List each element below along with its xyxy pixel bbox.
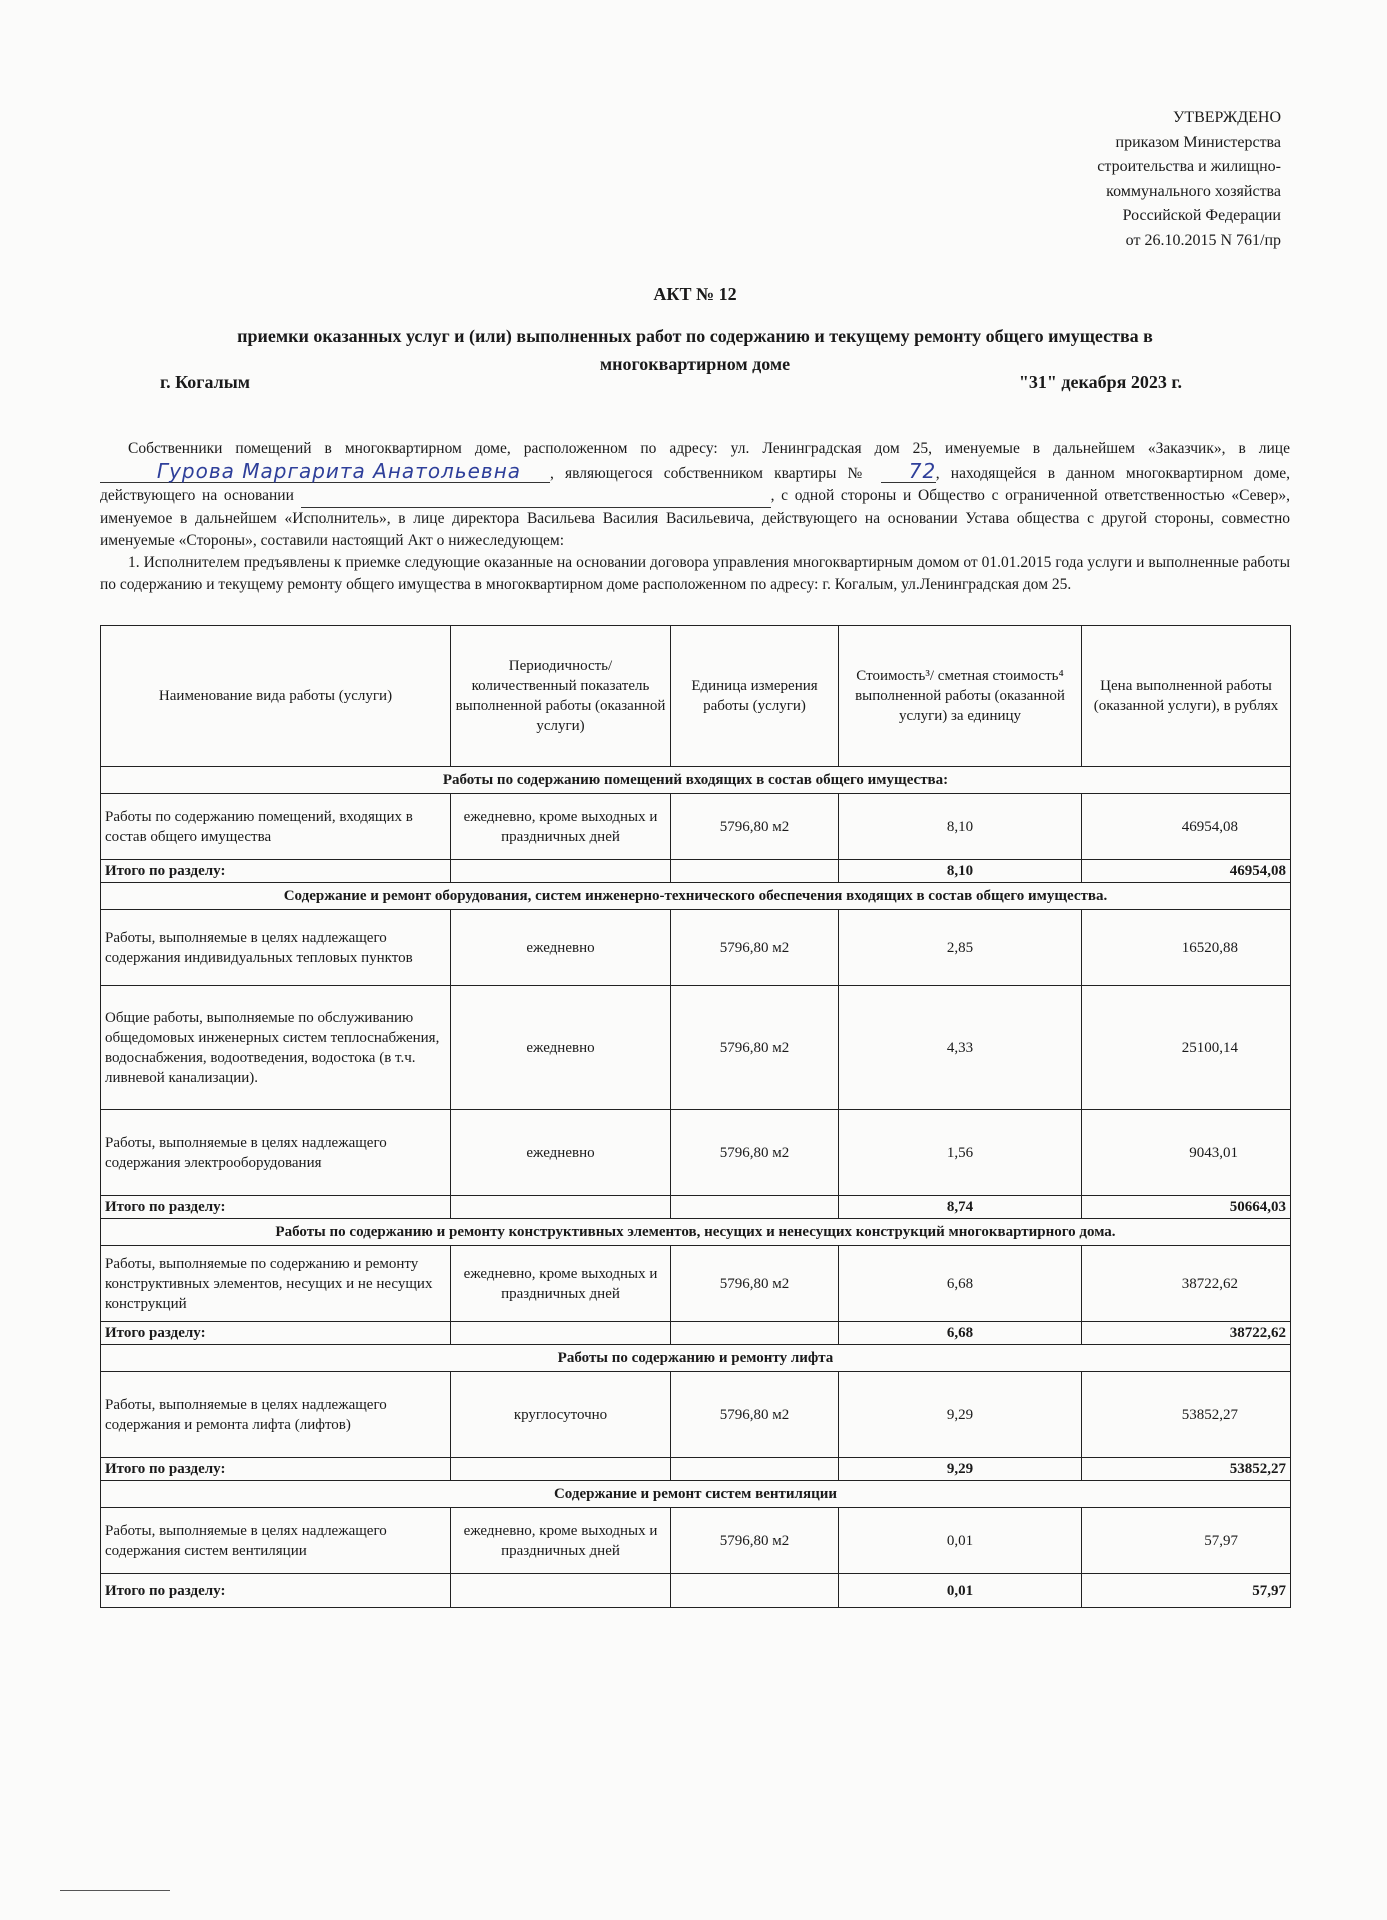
work-name-cell: Работы, выполняемые по содержанию и ремонту конструктивных элементов, несущих и не несущих конструкций — [101, 1246, 451, 1322]
table-row — [101, 1110, 1291, 1196]
unit-cell: 5796,80 м2 — [671, 1508, 839, 1574]
total-cost: 8,10 — [839, 860, 1082, 883]
cost-cell: 2,85 — [839, 910, 1082, 986]
table-row — [101, 910, 1291, 986]
price-cell: 46954,08 — [1082, 794, 1291, 860]
period-cell: ежедневно — [451, 986, 671, 1110]
price-cell: 25100,14 — [1082, 986, 1291, 1110]
work-name-cell: Общие работы, выполняемые по обслуживанию общедомовых инженерных систем теплоснабжения, водоснабжения, водоотведения, водостока (в т.ч. ливневой канализации). — [101, 986, 451, 1110]
cost-cell: 6,68 — [839, 1246, 1082, 1322]
act-date: "31" декабря 2023 г. — [1018, 372, 1182, 392]
act-subtitle: приемки оказанных услуг и (или) выполненных работ по содержанию и текущему ремонту общего имущества в многоквартирном доме — [237, 326, 1153, 374]
approval-line: коммунального хозяйства — [1106, 182, 1281, 200]
unit-cell: 5796,80 м2 — [671, 794, 839, 860]
total-label: Итого по разделу: — [101, 860, 451, 883]
section-title: Работы по содержанию и ремонту лифта — [101, 1345, 1291, 1372]
cost-cell: 1,56 — [839, 1110, 1082, 1196]
work-name-cell: Работы по содержанию помещений, входящих в состав общего имущества — [101, 794, 451, 860]
intro-text-a: Собственники помещений в многоквартирном доме, расположенном по адресу: ул. Ленинградская дом 25, именуемые в дальнейшем «Заказчик», в лице — [128, 440, 1290, 457]
cost-cell: 0,01 — [839, 1508, 1082, 1574]
table-row — [101, 1372, 1291, 1458]
work-name-cell: Работы, выполняемые в целях надлежащего содержания и ремонта лифта (лифтов) — [101, 1372, 451, 1458]
table-row — [101, 1246, 1291, 1322]
period-cell: ежедневно, кроме выходных и праздничных дней — [451, 794, 671, 860]
price-cell: 16520,88 — [1082, 910, 1291, 986]
unit-cell: 5796,80 м2 — [671, 986, 839, 1110]
approval-line: от 26.10.2015 N 761/пр — [1125, 231, 1281, 249]
section-title: Содержание и ремонт оборудования, систем инженерно-технического обеспечения входящих в состав общего имущества. — [101, 883, 1291, 910]
total-cost: 6,68 — [839, 1322, 1082, 1345]
total-price: 53852,27 — [1082, 1458, 1291, 1481]
header-cost: Стоимость³/ сметная стоимость⁴ выполненной работы (оказанной услуги) за единицу — [839, 626, 1082, 767]
total-cost: 8,74 — [839, 1196, 1082, 1219]
city-date-line — [160, 372, 1182, 393]
header-price: Цена выполненной работы (оказанной услуги), в рублях — [1082, 626, 1291, 767]
section-title-row — [101, 767, 1291, 794]
works-table — [100, 625, 1291, 1608]
section-title-row — [101, 883, 1291, 910]
approval-stamp-text — [1097, 106, 1281, 253]
section-title-row — [101, 1345, 1291, 1372]
header-periodicity: Периодичность/ количественный показатель выполненной работы (оказанной услуги) — [451, 626, 671, 767]
approval-line: Российской Федерации — [1122, 207, 1281, 224]
total-label: Итого по разделу: — [101, 1458, 451, 1481]
work-name-cell: Работы, выполняемые в целях надлежащего содержания систем вентиляции — [101, 1508, 451, 1574]
section-total-row — [101, 1322, 1291, 1345]
approval-line: строительства и жилищно- — [1097, 158, 1281, 175]
section-total-row — [101, 1574, 1291, 1608]
total-price: 57,97 — [1082, 1574, 1291, 1608]
intro-text-b: , являющегося собственником квартиры № — [550, 465, 870, 482]
section-title-row — [101, 1219, 1291, 1246]
cost-cell: 9,29 — [839, 1372, 1082, 1458]
work-name-cell: Работы, выполняемые в целях надлежащего содержания индивидуальных тепловых пунктов — [101, 910, 451, 986]
unit-cell: 5796,80 м2 — [671, 1246, 839, 1322]
total-cost: 9,29 — [839, 1458, 1082, 1481]
city: г. Когалым — [160, 372, 251, 392]
price-cell: 53852,27 — [1082, 1372, 1291, 1458]
total-price: 50664,03 — [1082, 1196, 1291, 1219]
period-cell: круглосуточно — [451, 1372, 671, 1458]
approval-line: приказом Министерства — [1115, 133, 1281, 151]
total-label: Итого по разделу: — [101, 1574, 451, 1608]
approval-line: УТВЕРЖДЕНО — [1172, 109, 1281, 126]
basis-blank-field — [301, 485, 771, 508]
intro-paragraph-1 — [100, 438, 1290, 552]
total-label: Итого по разделу: — [101, 1196, 451, 1219]
period-cell: ежедневно, кроме выходных и праздничных дней — [451, 1246, 671, 1322]
section-title: Содержание и ремонт систем вентиляции — [101, 1481, 1291, 1508]
period-cell: ежедневно, кроме выходных и праздничных дней — [451, 1508, 671, 1574]
section-title: Работы по содержанию помещений входящих в состав общего имущества: — [101, 767, 1291, 794]
apartment-number-handwritten: 72 — [881, 460, 936, 483]
work-name-cell: Работы, выполняемые в целях надлежащего содержания электрооборудования — [101, 1110, 451, 1196]
table-row — [101, 986, 1291, 1110]
cost-cell: 4,33 — [839, 986, 1082, 1110]
intro-text — [100, 438, 1290, 596]
total-price: 38722,62 — [1082, 1322, 1291, 1345]
price-cell: 9043,01 — [1082, 1110, 1291, 1196]
section-title: Работы по содержанию и ремонту конструктивных элементов, несущих и ненесущих конструкций многоквартирного дома. — [101, 1219, 1291, 1246]
period-cell: ежедневно — [451, 1110, 671, 1196]
header-work-name: Наименование вида работы (услуги) — [101, 626, 451, 767]
intro-text-d: , с одной стороны и Общество с ограниченной ответственностью «Север», именуемое в дальнейшем «Исполнитель», в лице директора Васильева Василия Васильевича, действующего на основании Устава общества с другой стороны, совместно именуемые «Стороны», составили настоящий Акт о нижеследующем: — [100, 487, 1291, 549]
section-total-row — [101, 1196, 1291, 1219]
section-total-row — [101, 1458, 1291, 1481]
table-row — [101, 1508, 1291, 1574]
unit-cell: 5796,80 м2 — [671, 910, 839, 986]
unit-cell: 5796,80 м2 — [671, 1110, 839, 1196]
total-price: 46954,08 — [1082, 860, 1291, 883]
unit-cell: 5796,80 м2 — [671, 1372, 839, 1458]
price-cell: 57,97 — [1082, 1508, 1291, 1574]
owner-name-handwritten: Гурова Маргарита Анатольевна — [100, 460, 550, 483]
intro-text-c: , находящейся в данном многоквартирном доме, действующего на основании — [100, 465, 1291, 504]
act-title-block — [100, 280, 1290, 378]
period-cell: ежедневно — [451, 910, 671, 986]
intro-paragraph-2: 1. Исполнителем предъявлены к приемке следующие оказанные на основании договора управления многоквартирным домом от 01.01.2015 года услуги и выполненные работы по содержанию и текущему ремонту общего имущества в многоквартирном доме расположенном по адресу: г. Когалым, ул.Ленинградская дом 25. — [100, 554, 1290, 593]
table-row — [101, 794, 1291, 860]
cost-cell: 8,10 — [839, 794, 1082, 860]
section-title-row — [101, 1481, 1291, 1508]
footnote-divider — [60, 1890, 170, 1891]
act-title: АКТ № 12 — [653, 284, 737, 304]
total-label: Итого разделу: — [101, 1322, 451, 1345]
price-cell: 38722,62 — [1082, 1246, 1291, 1322]
total-cost: 0,01 — [839, 1574, 1082, 1608]
section-total-row — [101, 860, 1291, 883]
table-header-row — [101, 626, 1291, 767]
header-unit: Единица измерения работы (услуги) — [671, 626, 839, 767]
